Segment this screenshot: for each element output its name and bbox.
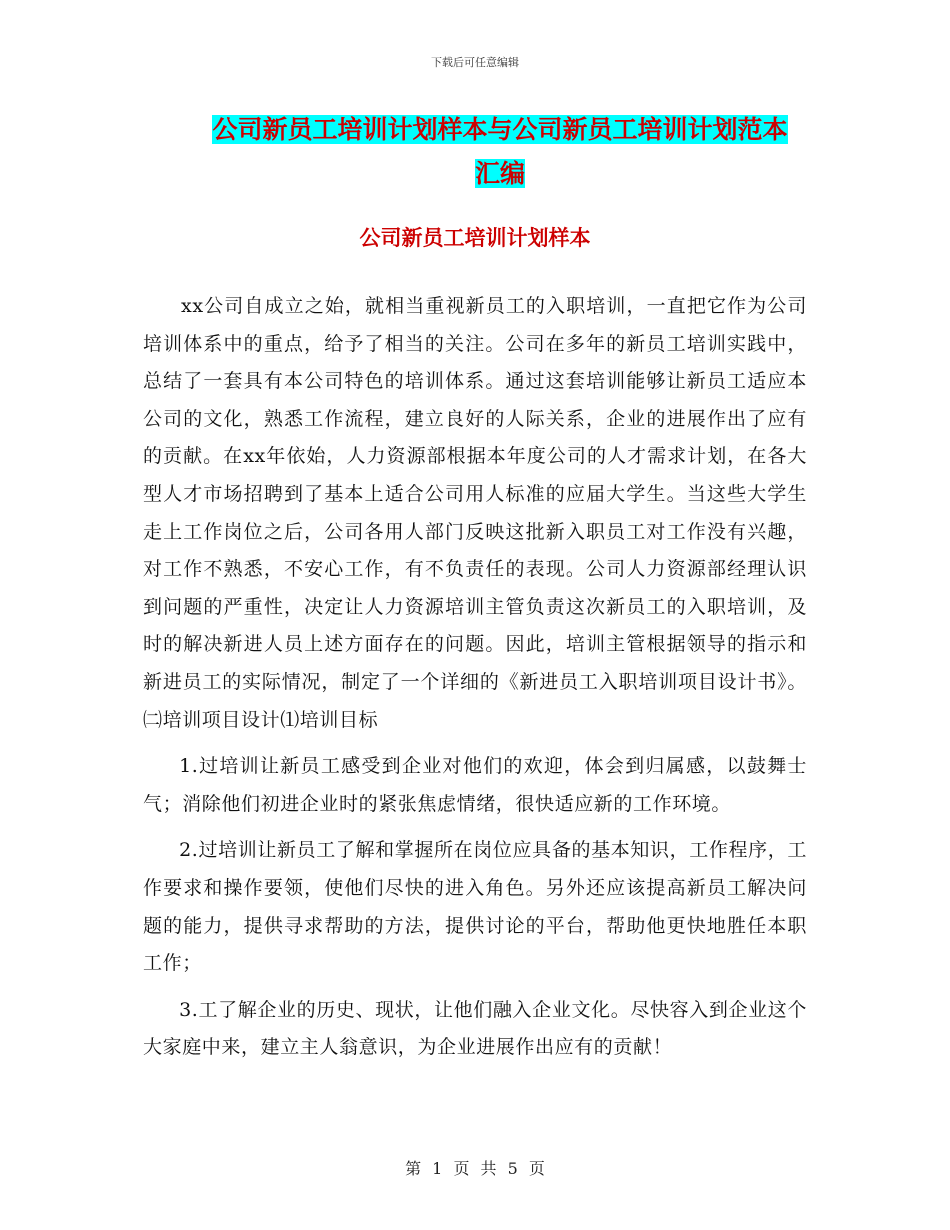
- page-footer: 第 1 页 共 5 页: [405, 1159, 545, 1178]
- paragraph-intro: xx公司自成立之始，就相当重视新员工的入职培训，一直把它作为公司培训体系中的重点，给予了相当的关注。公司在多年的新员工培训实践中，总结了一套具有本公司特色的培训体系。通过这套培训能够让新员工适应本公司的文化，熟悉工作流程，建立良好的人际关系，企业的进展作出了应有的贡献。在xx年依始，人力资源部根据本年度公司的人才需求计划，在各大型人才市场招聘到了基本上适合公司用人标准的应届大学生。当这些大学生走上工作岗位之后，公司各用人部门反映这批新入职员工对工作没有兴趣，对工作不熟悉，不安心工作，有不负责任的表现。公司人力资源部经理认识到问题的严重性，决定让人力资源培训主管负责这次新员工的入职培训，及时的解决新进人员上述方面存在的问题。因此，培训主管根据领导的指示和新进员工的实际情况，制定了一个详细的《新进员工入职培训项目设计书》。㈡培训项目设计⑴培训目标: [143, 295, 807, 731]
- title-line-2: 汇编: [474, 159, 525, 188]
- document-title: [195, 108, 805, 196]
- paragraph-item-2: 2.过培训让新员工了解和掌握所在岗位应具备的基本知识，工作程序，工作要求和操作要领，使他们尽快的进入角色。另外还应该提高新员工解决问题的能力，提供寻求帮助的方法，提供讨论的平台，帮助他更快地胜任本职工作；: [143, 839, 807, 975]
- paragraph-item-3: 3.工了解企业的历史、现状，让他们融入企业文化。尽快容入到企业这个大家庭中来，建立主人翁意识，为企业进展作出应有的贡献！: [143, 998, 807, 1059]
- page-header: 下载后可任意编辑: [431, 56, 519, 69]
- section-title: 公司新员工培训计划样本: [359, 226, 591, 250]
- title-line-1: 公司新员工培训计划样本与公司新员工培训计划范本: [212, 115, 788, 144]
- paragraph-item-1: 1.过培训让新员工感受到企业对他们的欢迎，体会到归属感，以鼓舞士气；消除他们初进企业时的紧张焦虑情绪，很快适应新的工作环境。: [143, 755, 807, 815]
- document-body: [143, 288, 807, 1067]
